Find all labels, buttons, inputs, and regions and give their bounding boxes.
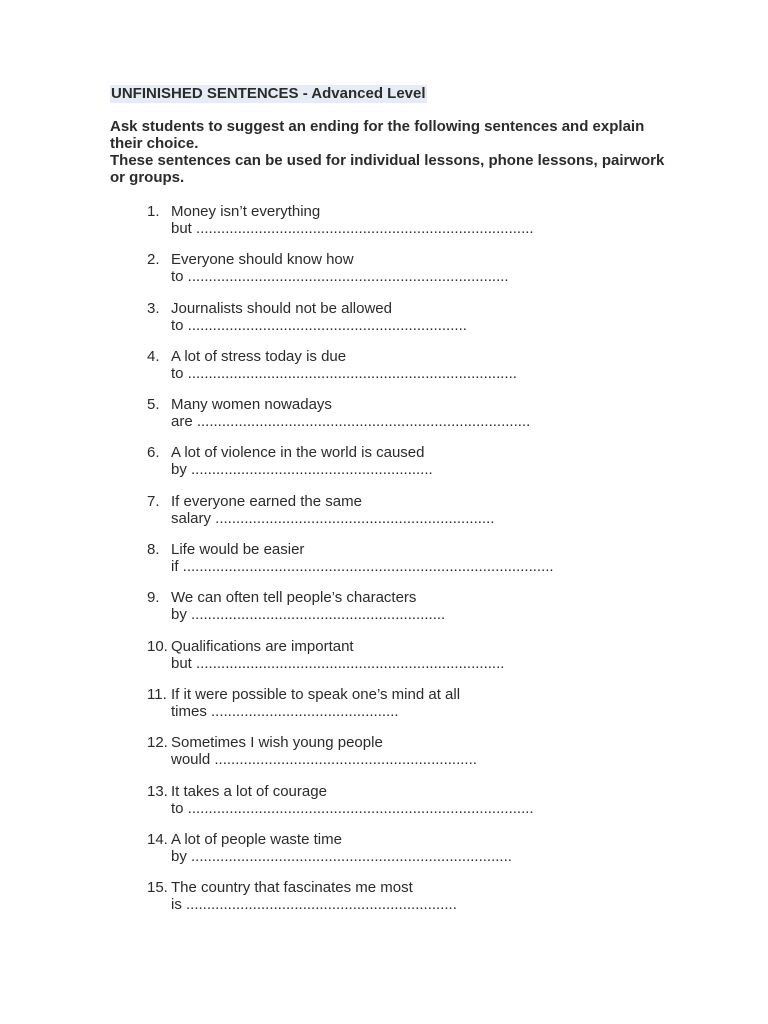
item-number: 3. (147, 299, 160, 317)
sentence-blank: by .......................................................... (171, 461, 433, 479)
sentence-start: We can often tell people’s characters (171, 589, 417, 607)
sentence-start: The country that fascinates me most (171, 879, 413, 897)
list-item (110, 251, 670, 299)
sentence-list (110, 203, 670, 927)
sentence-start: A lot of violence in the world is caused (171, 444, 425, 462)
sentence-blank: to ............................................................................... (171, 364, 517, 382)
list-item (110, 783, 670, 831)
worksheet-page (110, 85, 670, 943)
sentence-blank: but ................................................................................. (171, 220, 534, 237)
item-number: 13. (147, 782, 168, 800)
list-item (110, 734, 670, 782)
sentence-start: Sometimes I wish young people (171, 734, 383, 752)
sentence-start: Life would be easier (171, 541, 305, 559)
sentence-blank: to ................................................................................... (171, 799, 534, 817)
item-number: 14. (147, 830, 168, 848)
list-item (110, 589, 670, 637)
list-item (110, 203, 670, 251)
item-number: 4. (147, 347, 160, 365)
item-number: 2. (147, 251, 160, 269)
item-number: 11. (147, 685, 167, 703)
item-number: 15. (147, 879, 168, 897)
list-item (110, 831, 670, 879)
item-number: 7. (147, 492, 160, 510)
sentence-blank: by ............................................................................. (171, 847, 512, 865)
sentence-start: Many women nowadays (171, 396, 332, 414)
sentence-start: If it were possible to speak one’s mind at all (171, 685, 461, 703)
sentence-start: Journalists should not be allowed (171, 299, 392, 317)
sentence-start: Everyone should know how (171, 251, 354, 269)
sentence-start: If everyone earned the same (171, 492, 362, 510)
list-item (110, 493, 670, 541)
item-number: 8. (147, 541, 160, 559)
sentence-blank: to ............................................................................. (171, 268, 509, 286)
list-item (110, 541, 670, 589)
instruction-line-1: Ask students to suggest an ending for the following sentences and explain their choice. (110, 118, 645, 152)
sentence-blank: salary ................................................................... (171, 509, 495, 527)
sentence-blank: times ............................................. (171, 702, 399, 720)
sentence-start: Qualifications are important (171, 637, 354, 655)
item-number: 12. (147, 734, 168, 752)
list-item (110, 686, 670, 734)
sentence-blank: but .......................................................................... (171, 654, 505, 672)
sentence-blank: by ............................................................. (171, 606, 446, 624)
item-number: 5. (147, 396, 160, 414)
instruction-line-2: These sentences can be used for individual lessons, phone lessons, pairwork or groups. (110, 152, 665, 186)
list-item (110, 638, 670, 686)
sentence-start: A lot of stress today is due (171, 347, 347, 365)
list-item (110, 396, 670, 444)
list-item (110, 348, 670, 396)
sentence-blank: would ............................................................... (171, 751, 477, 769)
item-number: 1. (147, 203, 160, 220)
item-number: 6. (147, 444, 160, 462)
sentence-start: A lot of people waste time (171, 830, 342, 848)
list-item (110, 300, 670, 348)
list-item (110, 444, 670, 492)
list-item (110, 879, 670, 927)
item-number: 10. (147, 637, 168, 655)
sentence-blank: is ................................................................. (171, 896, 457, 914)
item-number: 9. (147, 589, 160, 607)
sentence-start: Money isn’t everything (171, 203, 321, 220)
instructions (110, 118, 670, 186)
sentence-blank: are ................................................................................ (171, 413, 531, 431)
sentence-blank: to ................................................................... (171, 316, 467, 334)
sentence-start: It takes a lot of courage (171, 782, 327, 800)
sentence-blank: if ......................................................................................... (171, 558, 554, 576)
page-title: UNFINISHED SENTENCES - Advanced Level (111, 85, 426, 102)
